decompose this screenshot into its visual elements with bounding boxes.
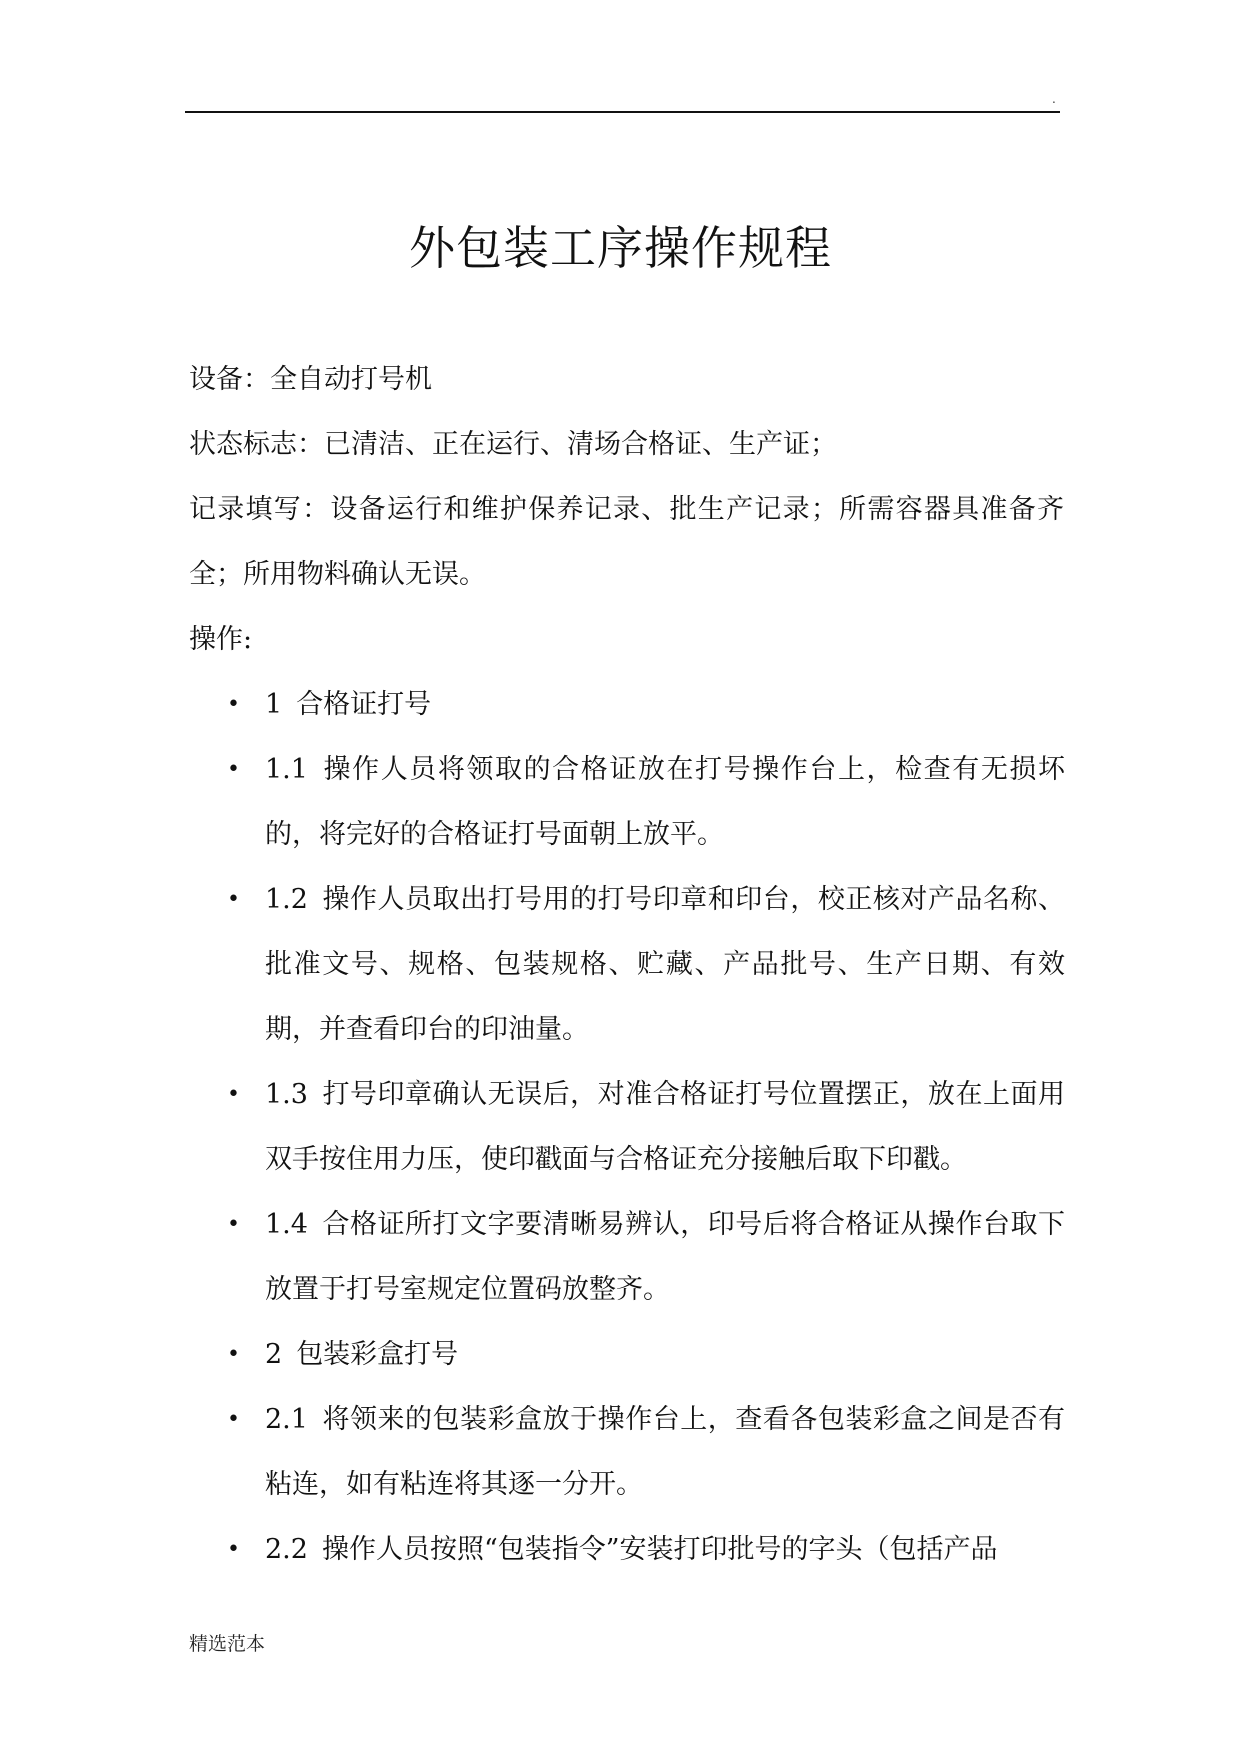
header-rule: [185, 111, 1060, 113]
records-paragraph: 记录填写：设备运行和维护保养记录、批生产记录；所需容器具准备齐全；所用物料确认无误。: [189, 494, 1064, 590]
header-mark: .: [1052, 92, 1056, 106]
bullet-icon: •: [227, 887, 240, 912]
status-marks-line: 状态标志：已清洁、正在运行、清场合格证、生产证；: [189, 429, 837, 460]
step-number: 1.3: [265, 1079, 308, 1110]
operation-steps-list: [0, 672, 1241, 1582]
bullet-icon: •: [227, 757, 240, 782]
document-title: 外包装工序操作规程: [409, 221, 832, 275]
step-number: 1.2: [265, 884, 308, 915]
step-text: 将领来的包装彩盒放于操作台上，查看各包装彩盒之间是否有粘连，如有粘连将其逐一分开。: [265, 1404, 1065, 1500]
step-number: 2.1: [265, 1404, 308, 1435]
step-text: 包装彩盒打号: [296, 1339, 459, 1370]
step-item: [0, 1387, 1065, 1517]
step-number: 1.1: [265, 754, 308, 785]
operation-label: 操作:: [189, 624, 253, 655]
step-item: [0, 1192, 1065, 1322]
step-item: [0, 1322, 1065, 1387]
bullet-icon: •: [227, 1407, 240, 1432]
step-text: 操作人员将领取的合格证放在打号操作台上，检查有无损坏的，将完好的合格证打号面朝上放平。: [265, 754, 1065, 850]
step-item: [0, 1062, 1065, 1192]
step-text: 合格证所打文字要清晰易辨认，印号后将合格证从操作台取下放置于打号室规定位置码放整齐。: [265, 1209, 1065, 1305]
bullet-icon: •: [227, 1537, 240, 1562]
step-text: 合格证打号: [296, 689, 432, 720]
step-item: [0, 1517, 1065, 1582]
bullet-icon: •: [227, 692, 240, 717]
bullet-icon: •: [227, 1082, 240, 1107]
bullet-icon: •: [227, 1212, 240, 1237]
step-text: 打号印章确认无误后，对准合格证打号位置摆正，放在上面用双手按住用力压，使印戳面与合格证充分接触后取下印戳。: [265, 1079, 1065, 1175]
footer-label: 精选范本: [189, 1633, 266, 1655]
step-number: 1.4: [265, 1209, 308, 1240]
step-number: 1: [265, 689, 283, 720]
step-text: 操作人员取出打号用的打号印章和印台，校正核对产品名称、批准文号、规格、包装规格、贮藏、产品批号、生产日期、有效期，并查看印台的印油量。: [265, 884, 1065, 1045]
step-number: 2: [265, 1339, 283, 1370]
step-number: 2.2: [265, 1534, 308, 1565]
step-item: [0, 672, 1065, 737]
step-text: 操作人员按照“包装指令”安装打印批号的字头（包括产品: [321, 1534, 998, 1565]
step-item: [0, 867, 1065, 1062]
bullet-icon: •: [227, 1342, 240, 1367]
equipment-line: 设备：全自动打号机: [189, 364, 432, 395]
step-item: [0, 737, 1065, 867]
